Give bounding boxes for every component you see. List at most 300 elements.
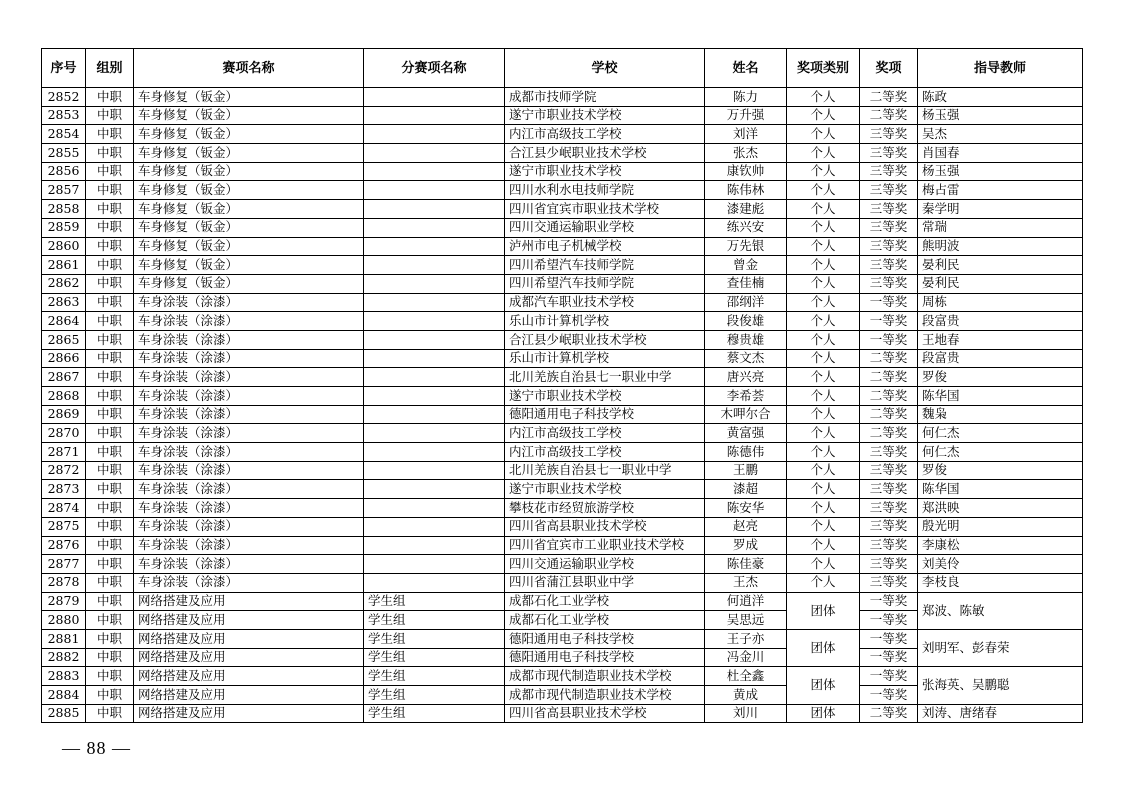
cell-sub-event: [364, 517, 505, 536]
cell-teacher: 刘美伶: [918, 555, 1083, 574]
cell-school: 成都石化工业学校: [505, 592, 705, 611]
cell-award-type: 个人: [787, 517, 860, 536]
cell-school: 四川省高县职业技术学校: [505, 517, 705, 536]
cell-award-type: 个人: [787, 162, 860, 181]
cell-name: 蔡文杰: [705, 349, 787, 368]
cell-no: 2882: [42, 648, 86, 667]
cell-award-type: 个人: [787, 312, 860, 331]
table-row: [42, 517, 1083, 536]
cell-group: 中职: [86, 704, 134, 723]
cell-event: 车身涂装（涂漆）: [134, 480, 364, 499]
cell-school: 德阳通用电子科技学校: [505, 648, 705, 667]
cell-event: 车身涂装（涂漆）: [134, 349, 364, 368]
cell-sub-event: [364, 536, 505, 555]
cell-group: 中职: [86, 312, 134, 331]
cell-award: 三等奖: [860, 162, 918, 181]
cell-school: 遂宁市职业技术学校: [505, 480, 705, 499]
cell-award: 二等奖: [860, 349, 918, 368]
cell-award-type: 个人: [787, 218, 860, 237]
cell-name: 刘川: [705, 704, 787, 723]
cell-sub-event: 学生组: [364, 592, 505, 611]
cell-no: 2852: [42, 88, 86, 107]
cell-group: 中职: [86, 573, 134, 592]
cell-no: 2863: [42, 293, 86, 312]
cell-group: 中职: [86, 461, 134, 480]
table-row: [42, 312, 1083, 331]
cell-event: 网络搭建及应用: [134, 686, 364, 705]
table-row: [42, 162, 1083, 181]
cell-school: 内江市高级技工学校: [505, 443, 705, 462]
cell-teacher: 王地春: [918, 330, 1083, 349]
cell-event: 车身修复（钣金）: [134, 125, 364, 144]
cell-no: 2874: [42, 499, 86, 518]
cell-school: 北川羌族自治县七一职业中学: [505, 368, 705, 387]
cell-award: 三等奖: [860, 573, 918, 592]
cell-school: 四川水利水电技师学院: [505, 181, 705, 200]
cell-group: 中职: [86, 293, 134, 312]
table-row: [42, 256, 1083, 275]
cell-name: 练兴安: [705, 218, 787, 237]
cell-teacher: 罗俊: [918, 461, 1083, 480]
cell-name: 冯金川: [705, 648, 787, 667]
cell-school: 四川省宜宾市职业技术学校: [505, 200, 705, 219]
cell-event: 车身涂装（涂漆）: [134, 312, 364, 331]
table-row: [42, 200, 1083, 219]
table-row: [42, 499, 1083, 518]
cell-event: 车身涂装（涂漆）: [134, 293, 364, 312]
cell-school: 合江县少岷职业技术学校: [505, 144, 705, 163]
cell-group: 中职: [86, 443, 134, 462]
cell-no: 2878: [42, 573, 86, 592]
cell-award-type: 团体: [787, 629, 860, 666]
cell-sub-event: [364, 330, 505, 349]
cell-group: 中职: [86, 237, 134, 256]
cell-event: 车身修复（钣金）: [134, 274, 364, 293]
cell-no: 2884: [42, 686, 86, 705]
cell-school: 德阳通用电子科技学校: [505, 629, 705, 648]
cell-group: 中职: [86, 368, 134, 387]
cell-award-type: 个人: [787, 368, 860, 387]
cell-sub-event: [364, 162, 505, 181]
cell-school: 遂宁市职业技术学校: [505, 106, 705, 125]
table-row: [42, 144, 1083, 163]
cell-group: 中职: [86, 611, 134, 630]
cell-award: 一等奖: [860, 611, 918, 630]
table-row: [42, 424, 1083, 443]
cell-event: 网络搭建及应用: [134, 667, 364, 686]
cell-name: 康钦帅: [705, 162, 787, 181]
cell-sub-event: [364, 218, 505, 237]
cell-award-type: 个人: [787, 424, 860, 443]
table-row: [42, 125, 1083, 144]
cell-event: 车身涂装（涂漆）: [134, 424, 364, 443]
cell-teacher: 杨玉强: [918, 106, 1083, 125]
cell-event: 网络搭建及应用: [134, 611, 364, 630]
cell-name: 陈安华: [705, 499, 787, 518]
cell-teacher: 李康松: [918, 536, 1083, 555]
cell-sub-event: [364, 181, 505, 200]
table-row: [42, 629, 1083, 648]
cell-award-type: 个人: [787, 293, 860, 312]
cell-name: 吴思远: [705, 611, 787, 630]
cell-group: 中职: [86, 555, 134, 574]
cell-event: 车身修复（钣金）: [134, 181, 364, 200]
cell-award-type: 个人: [787, 144, 860, 163]
cell-school: 四川希望汽车技师学院: [505, 274, 705, 293]
cell-teacher: 吴杰: [918, 125, 1083, 144]
cell-event: 车身修复（钣金）: [134, 256, 364, 275]
cell-no: 2869: [42, 405, 86, 424]
cell-teacher: 晏利民: [918, 274, 1083, 293]
table-row: [42, 704, 1083, 723]
cell-school: 成都市现代制造职业技术学校: [505, 667, 705, 686]
cell-award: 二等奖: [860, 405, 918, 424]
cell-event: 车身涂装（涂漆）: [134, 555, 364, 574]
cell-event: 车身涂装（涂漆）: [134, 573, 364, 592]
cell-no: 2872: [42, 461, 86, 480]
cell-event: 车身涂装（涂漆）: [134, 368, 364, 387]
cell-award-type: 个人: [787, 573, 860, 592]
cell-group: 中职: [86, 144, 134, 163]
cell-sub-event: [364, 405, 505, 424]
cell-teacher: 秦学明: [918, 200, 1083, 219]
cell-sub-event: 学生组: [364, 648, 505, 667]
header-cell-no: 序号: [42, 49, 86, 88]
cell-sub-event: [364, 312, 505, 331]
cell-name: 赵亮: [705, 517, 787, 536]
header-cell-group: 组别: [86, 49, 134, 88]
cell-school: 泸州市电子机械学校: [505, 237, 705, 256]
table-row: [42, 330, 1083, 349]
cell-award-type: 个人: [787, 256, 860, 275]
cell-event: 车身涂装（涂漆）: [134, 536, 364, 555]
cell-event: 车身涂装（涂漆）: [134, 461, 364, 480]
cell-sub-event: [364, 555, 505, 574]
table-row: [42, 274, 1083, 293]
cell-group: 中职: [86, 274, 134, 293]
cell-no: 2861: [42, 256, 86, 275]
table-row: [42, 592, 1083, 611]
cell-school: 四川省宜宾市工业职业技术学校: [505, 536, 705, 555]
cell-no: 2883: [42, 667, 86, 686]
cell-group: 中职: [86, 648, 134, 667]
awards-table: [41, 48, 1083, 723]
cell-award: 三等奖: [860, 237, 918, 256]
cell-award: 三等奖: [860, 256, 918, 275]
cell-sub-event: [364, 106, 505, 125]
cell-award: 三等奖: [860, 499, 918, 518]
cell-group: 中职: [86, 387, 134, 406]
cell-award: 三等奖: [860, 443, 918, 462]
cell-sub-event: 学生组: [364, 686, 505, 705]
cell-sub-event: [364, 368, 505, 387]
table-row: [42, 368, 1083, 387]
cell-teacher: 肖国春: [918, 144, 1083, 163]
cell-award-type: 个人: [787, 461, 860, 480]
cell-name: 万先银: [705, 237, 787, 256]
cell-sub-event: [364, 200, 505, 219]
cell-no: 2868: [42, 387, 86, 406]
table-row: [42, 480, 1083, 499]
cell-award: 三等奖: [860, 125, 918, 144]
cell-no: 2854: [42, 125, 86, 144]
cell-no: 2870: [42, 424, 86, 443]
cell-sub-event: 学生组: [364, 667, 505, 686]
cell-name: 陈力: [705, 88, 787, 107]
cell-event: 车身修复（钣金）: [134, 144, 364, 163]
cell-award-type: 个人: [787, 499, 860, 518]
cell-sub-event: [364, 125, 505, 144]
cell-teacher: 何仁杰: [918, 424, 1083, 443]
cell-no: 2862: [42, 274, 86, 293]
cell-award: 一等奖: [860, 648, 918, 667]
cell-sub-event: [364, 461, 505, 480]
cell-award: 三等奖: [860, 461, 918, 480]
table-row: [42, 667, 1083, 686]
cell-group: 中职: [86, 256, 134, 275]
cell-name: 邵纲洋: [705, 293, 787, 312]
table-row: [42, 555, 1083, 574]
cell-school: 成都石化工业学校: [505, 611, 705, 630]
cell-award: 三等奖: [860, 555, 918, 574]
cell-school: 攀枝花市经贸旅游学校: [505, 499, 705, 518]
table-body: [42, 88, 1083, 723]
cell-event: 网络搭建及应用: [134, 629, 364, 648]
cell-name: 穆贵雄: [705, 330, 787, 349]
cell-no: 2881: [42, 629, 86, 648]
cell-group: 中职: [86, 218, 134, 237]
cell-award: 三等奖: [860, 144, 918, 163]
cell-no: 2855: [42, 144, 86, 163]
cell-sub-event: [364, 274, 505, 293]
cell-award: 三等奖: [860, 480, 918, 499]
cell-name: 陈伟林: [705, 181, 787, 200]
cell-school: 合江县少岷职业技术学校: [505, 330, 705, 349]
cell-group: 中职: [86, 592, 134, 611]
header-cell-award-type: 奖项类别: [787, 49, 860, 88]
cell-school: 乐山市计算机学校: [505, 312, 705, 331]
cell-no: 2865: [42, 330, 86, 349]
cell-name: 王鹏: [705, 461, 787, 480]
cell-teacher: 梅占雷: [918, 181, 1083, 200]
table-row: [42, 181, 1083, 200]
cell-school: 成都汽车职业技术学校: [505, 293, 705, 312]
table-row: [42, 387, 1083, 406]
cell-sub-event: [364, 256, 505, 275]
cell-event: 车身修复（钣金）: [134, 106, 364, 125]
cell-award: 一等奖: [860, 629, 918, 648]
cell-name: 刘洋: [705, 125, 787, 144]
header-cell-event: 赛项名称: [134, 49, 364, 88]
cell-group: 中职: [86, 106, 134, 125]
cell-no: 2879: [42, 592, 86, 611]
cell-award-type: 个人: [787, 405, 860, 424]
cell-award-type: 个人: [787, 125, 860, 144]
cell-teacher: 何仁杰: [918, 443, 1083, 462]
cell-teacher: 张海英、吴鹏聪: [918, 667, 1083, 704]
header-cell-school: 学校: [505, 49, 705, 88]
cell-event: 网络搭建及应用: [134, 648, 364, 667]
cell-teacher: 刘明军、彭春荣: [918, 629, 1083, 666]
cell-event: 车身涂装（涂漆）: [134, 405, 364, 424]
table-row: [42, 237, 1083, 256]
cell-award-type: 个人: [787, 443, 860, 462]
header-cell-teacher: 指导教师: [918, 49, 1083, 88]
header-row: [42, 49, 1083, 88]
cell-award: 一等奖: [860, 592, 918, 611]
cell-event: 车身涂装（涂漆）: [134, 330, 364, 349]
cell-teacher: 陈政: [918, 88, 1083, 107]
cell-name: 李希荟: [705, 387, 787, 406]
table-row: [42, 106, 1083, 125]
cell-sub-event: [364, 349, 505, 368]
cell-group: 中职: [86, 181, 134, 200]
cell-name: 黄成: [705, 686, 787, 705]
cell-teacher: 熊明波: [918, 237, 1083, 256]
cell-award-type: 团体: [787, 704, 860, 723]
cell-event: 车身修复（钣金）: [134, 88, 364, 107]
cell-name: 段俊雄: [705, 312, 787, 331]
cell-event: 车身修复（钣金）: [134, 162, 364, 181]
cell-no: 2856: [42, 162, 86, 181]
cell-no: 2880: [42, 611, 86, 630]
cell-school: 四川交通运输职业学校: [505, 218, 705, 237]
cell-school: 四川省高县职业技术学校: [505, 704, 705, 723]
cell-event: 车身修复（钣金）: [134, 237, 364, 256]
cell-sub-event: 学生组: [364, 704, 505, 723]
cell-name: 杜全鑫: [705, 667, 787, 686]
cell-teacher: 郑波、陈敏: [918, 592, 1083, 629]
cell-group: 中职: [86, 686, 134, 705]
cell-award-type: 个人: [787, 181, 860, 200]
cell-name: 唐兴亮: [705, 368, 787, 387]
cell-sub-event: 学生组: [364, 611, 505, 630]
cell-event: 车身修复（钣金）: [134, 218, 364, 237]
cell-sub-event: [364, 573, 505, 592]
cell-name: 查佳楠: [705, 274, 787, 293]
cell-name: 陈德伟: [705, 443, 787, 462]
cell-teacher: 罗俊: [918, 368, 1083, 387]
cell-group: 中职: [86, 349, 134, 368]
cell-name: 陈佳豪: [705, 555, 787, 574]
cell-no: 2864: [42, 312, 86, 331]
cell-school: 北川羌族自治县七一职业中学: [505, 461, 705, 480]
cell-no: 2885: [42, 704, 86, 723]
cell-name: 木呷尔合: [705, 405, 787, 424]
cell-award: 二等奖: [860, 424, 918, 443]
cell-award: 三等奖: [860, 200, 918, 219]
table-row: [42, 461, 1083, 480]
table-row: [42, 293, 1083, 312]
cell-group: 中职: [86, 125, 134, 144]
cell-award: 二等奖: [860, 106, 918, 125]
cell-no: 2876: [42, 536, 86, 555]
cell-award: 一等奖: [860, 312, 918, 331]
cell-award: 二等奖: [860, 368, 918, 387]
cell-name: 万升强: [705, 106, 787, 125]
cell-name: 漆建彪: [705, 200, 787, 219]
cell-school: 成都市现代制造职业技术学校: [505, 686, 705, 705]
cell-teacher: 常瑞: [918, 218, 1083, 237]
cell-teacher: 段富贵: [918, 312, 1083, 331]
cell-sub-event: [364, 443, 505, 462]
cell-award-type: 个人: [787, 330, 860, 349]
cell-no: 2877: [42, 555, 86, 574]
cell-name: 罗成: [705, 536, 787, 555]
table-row: [42, 405, 1083, 424]
cell-school: 四川省蒲江县职业中学: [505, 573, 705, 592]
table-header: [42, 49, 1083, 88]
cell-award: 三等奖: [860, 517, 918, 536]
cell-sub-event: [364, 144, 505, 163]
cell-award: 三等奖: [860, 218, 918, 237]
cell-award-type: 个人: [787, 555, 860, 574]
cell-event: 车身修复（钣金）: [134, 200, 364, 219]
cell-name: 何逍洋: [705, 592, 787, 611]
table-row: [42, 349, 1083, 368]
cell-sub-event: [364, 480, 505, 499]
cell-no: 2867: [42, 368, 86, 387]
cell-group: 中职: [86, 536, 134, 555]
cell-sub-event: [364, 293, 505, 312]
cell-sub-event: [364, 499, 505, 518]
page-number: — 88 —: [62, 738, 131, 758]
cell-award-type: 个人: [787, 274, 860, 293]
cell-award-type: 个人: [787, 349, 860, 368]
cell-no: 2871: [42, 443, 86, 462]
cell-award: 二等奖: [860, 88, 918, 107]
cell-no: 2875: [42, 517, 86, 536]
cell-award: 三等奖: [860, 274, 918, 293]
cell-no: 2858: [42, 200, 86, 219]
header-cell-name: 姓名: [705, 49, 787, 88]
cell-sub-event: 学生组: [364, 629, 505, 648]
cell-award: 一等奖: [860, 667, 918, 686]
cell-award: 一等奖: [860, 330, 918, 349]
cell-school: 德阳通用电子科技学校: [505, 405, 705, 424]
cell-award: 三等奖: [860, 181, 918, 200]
cell-teacher: 段富贵: [918, 349, 1083, 368]
cell-award-type: 团体: [787, 592, 860, 629]
cell-group: 中职: [86, 405, 134, 424]
cell-award-type: 个人: [787, 536, 860, 555]
table-row: [42, 536, 1083, 555]
cell-group: 中职: [86, 424, 134, 443]
table-row: [42, 88, 1083, 107]
cell-teacher: 陈华国: [918, 480, 1083, 499]
cell-teacher: 李枝良: [918, 573, 1083, 592]
cell-award-type: 个人: [787, 88, 860, 107]
cell-school: 四川希望汽车技师学院: [505, 256, 705, 275]
cell-award: 一等奖: [860, 293, 918, 312]
cell-award-type: 个人: [787, 200, 860, 219]
table-row: [42, 443, 1083, 462]
header-cell-award: 奖项: [860, 49, 918, 88]
cell-school: 遂宁市职业技术学校: [505, 162, 705, 181]
cell-teacher: 郑洪映: [918, 499, 1083, 518]
cell-group: 中职: [86, 200, 134, 219]
header-cell-sub-event: 分赛项名称: [364, 49, 505, 88]
cell-sub-event: [364, 387, 505, 406]
cell-award: 三等奖: [860, 536, 918, 555]
cell-name: 漆超: [705, 480, 787, 499]
cell-name: 黄富强: [705, 424, 787, 443]
cell-school: 遂宁市职业技术学校: [505, 387, 705, 406]
cell-teacher: 晏利民: [918, 256, 1083, 275]
cell-event: 车身涂装（涂漆）: [134, 499, 364, 518]
cell-teacher: 殷光明: [918, 517, 1083, 536]
table-row: [42, 218, 1083, 237]
